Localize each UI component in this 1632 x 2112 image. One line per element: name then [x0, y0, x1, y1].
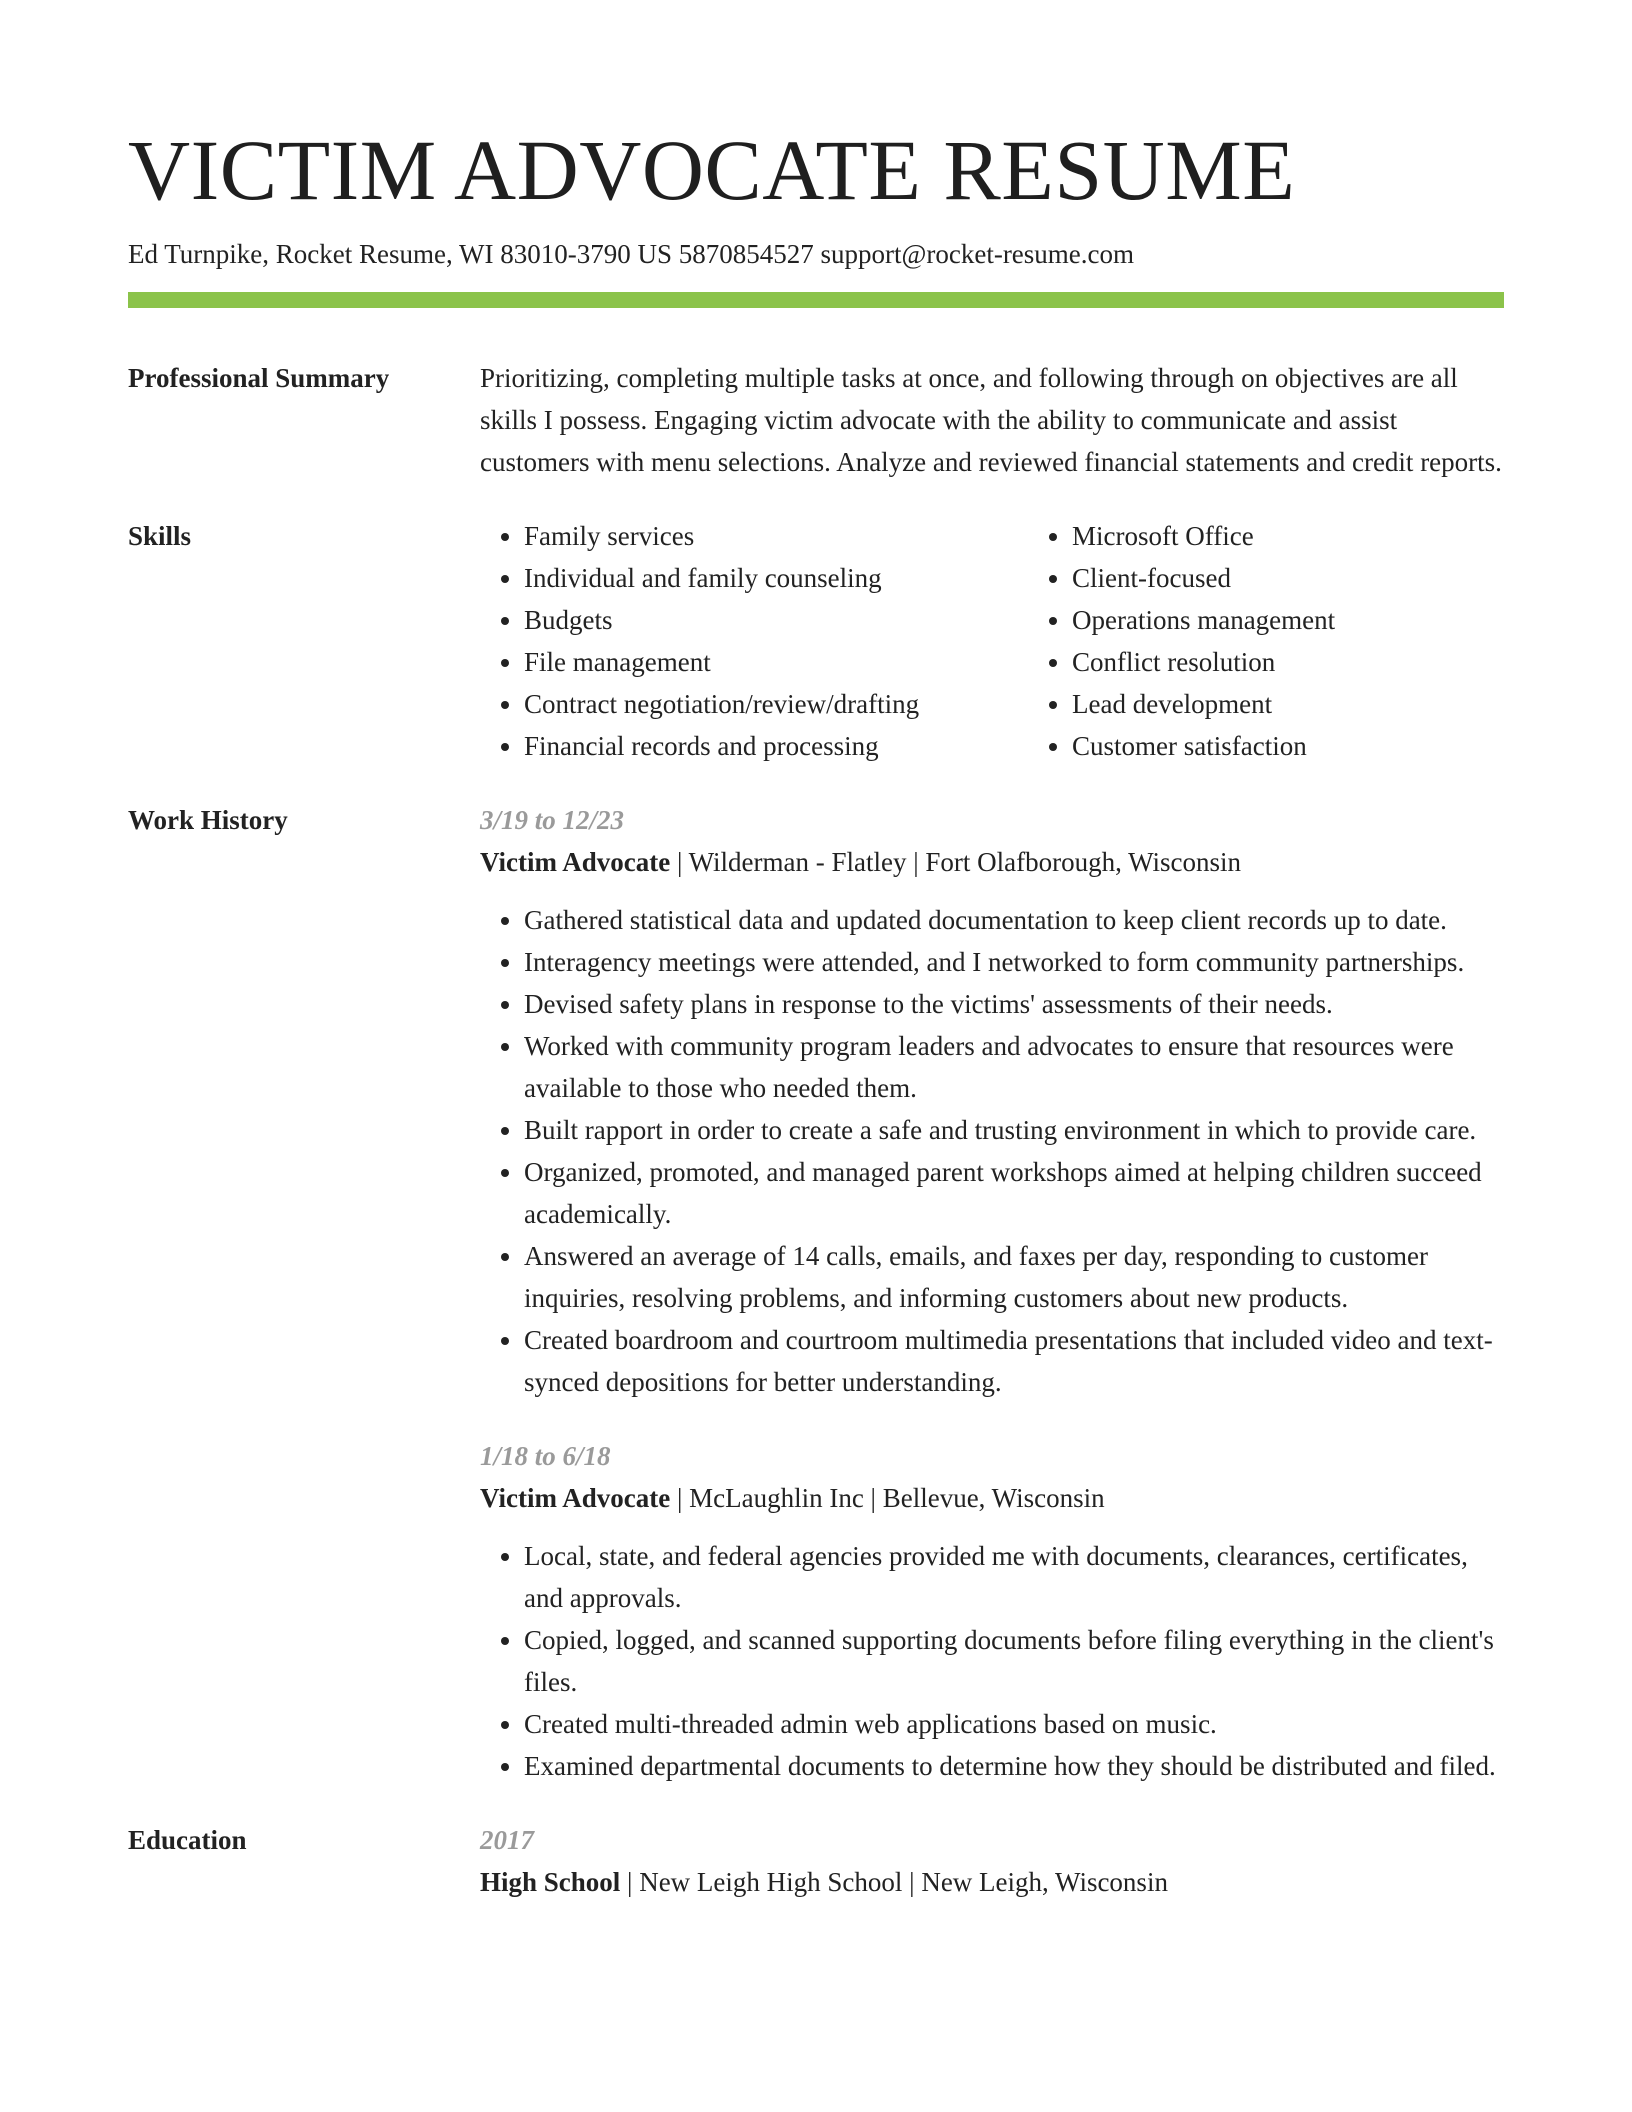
job-title: Victim Advocate — [480, 847, 671, 877]
job-bullet: • Interagency meetings were attended, and I networked to form community partnerships. — [524, 941, 1504, 983]
job-dates: 3/19 to 12/23 — [480, 805, 625, 835]
skill-item: • Client-focused — [1072, 557, 1576, 599]
job-bullet: • Organized, promoted, and managed parent workshops aimed at helping children succeed academically. — [524, 1151, 1504, 1235]
skill-item: • Conflict resolution — [1072, 641, 1576, 683]
job-bullet: • Examined departmental documents to determine how they should be distributed and filed. — [524, 1745, 1504, 1787]
education-year: 2017 — [480, 1825, 534, 1855]
contact-email: support@rocket-resume.com — [820, 239, 1135, 269]
skill-item: • Lead development — [1072, 683, 1576, 725]
skill-item: • Budgets — [524, 599, 1028, 641]
skills-column-right — [1028, 515, 1576, 767]
job-bullet: • Copied, logged, and scanned supporting documents before filing everything in the client's files. — [524, 1619, 1504, 1703]
job-details: | Wilderman - Flatley | Fort Olafborough, Wisconsin — [670, 847, 1242, 877]
job-heading — [480, 841, 1504, 883]
job-bullets — [480, 1535, 1504, 1787]
job-bullet: • Created multi-threaded admin web applications based on music. — [524, 1703, 1504, 1745]
education-section — [128, 1819, 1504, 1903]
job-bullet: • Devised safety plans in response to the victims' assessments of their needs. — [524, 983, 1504, 1025]
job-bullets — [480, 899, 1504, 1403]
resume-page — [128, 120, 1504, 1903]
contact-line — [128, 236, 1504, 272]
job-heading — [480, 1477, 1504, 1519]
skills-section — [128, 515, 1504, 767]
education-heading — [480, 1861, 1504, 1903]
skill-item: • Customer satisfaction — [1072, 725, 1576, 767]
job-entry — [480, 1435, 1504, 1787]
job-title: Victim Advocate — [480, 1483, 671, 1513]
job-bullet: • Created boardroom and courtroom multimedia presentations that included video and text-synced depositions for better understanding. — [524, 1319, 1504, 1403]
summary-text: Prioritizing, completing multiple tasks at once, and following through on objectives are all skills I possess. Engaging victim advocate with the ability to communicate and assist customers with menu selections. Analyze and reviewed financial statements and credit reports. — [480, 363, 1502, 477]
skills-column-left — [480, 515, 1028, 767]
work-history-section — [128, 799, 1504, 1787]
skills-label: Skills — [128, 521, 192, 551]
job-dates: 1/18 to 6/18 — [480, 1441, 611, 1471]
education-entry — [480, 1819, 1504, 1903]
skill-item: • Microsoft Office — [1072, 515, 1576, 557]
skill-item: • Operations management — [1072, 599, 1576, 641]
skill-item: • Family services — [524, 515, 1028, 557]
skill-item: • File management — [524, 641, 1028, 683]
education-degree: High School — [480, 1867, 621, 1897]
header-divider — [128, 292, 1504, 308]
summary-label: Professional Summary — [128, 363, 390, 393]
skill-item: • Financial records and processing — [524, 725, 1028, 767]
skill-item: • Contract negotiation/review/drafting — [524, 683, 1028, 725]
work-history-list — [480, 799, 1504, 1787]
contact-location: Rocket Resume, WI 83010-3790 US — [275, 239, 672, 269]
job-bullet: • Gathered statistical data and updated documentation to keep client records up to date. — [524, 899, 1504, 941]
job-bullet: • Local, state, and federal agencies provided me with documents, clearances, certificates, and approvals. — [524, 1535, 1504, 1619]
education-label: Education — [128, 1825, 247, 1855]
job-bullet: • Worked with community program leaders and advocates to ensure that resources were available to those who needed them. — [524, 1025, 1504, 1109]
contact-name: Ed Turnpike, — [128, 239, 270, 269]
job-bullet: • Built rapport in order to create a safe and trusting environment in which to provide care. — [524, 1109, 1504, 1151]
skill-item: • Individual and family counseling — [524, 557, 1028, 599]
job-details: | McLaughlin Inc | Bellevue, Wisconsin — [670, 1483, 1105, 1513]
education-details: | New Leigh High School | New Leigh, Wisconsin — [620, 1867, 1168, 1897]
summary-section — [128, 357, 1504, 483]
contact-phone: 5870854527 — [678, 239, 814, 269]
work-history-label: Work History — [128, 805, 288, 835]
job-bullet: • Answered an average of 14 calls, emails, and faxes per day, responding to customer inquiries, resolving problems, and informing customers about new products. — [524, 1235, 1504, 1319]
job-entry — [480, 799, 1504, 1403]
skills-list — [480, 515, 1576, 767]
resume-title: VICTIM ADVOCATE RESUME — [128, 122, 1296, 218]
